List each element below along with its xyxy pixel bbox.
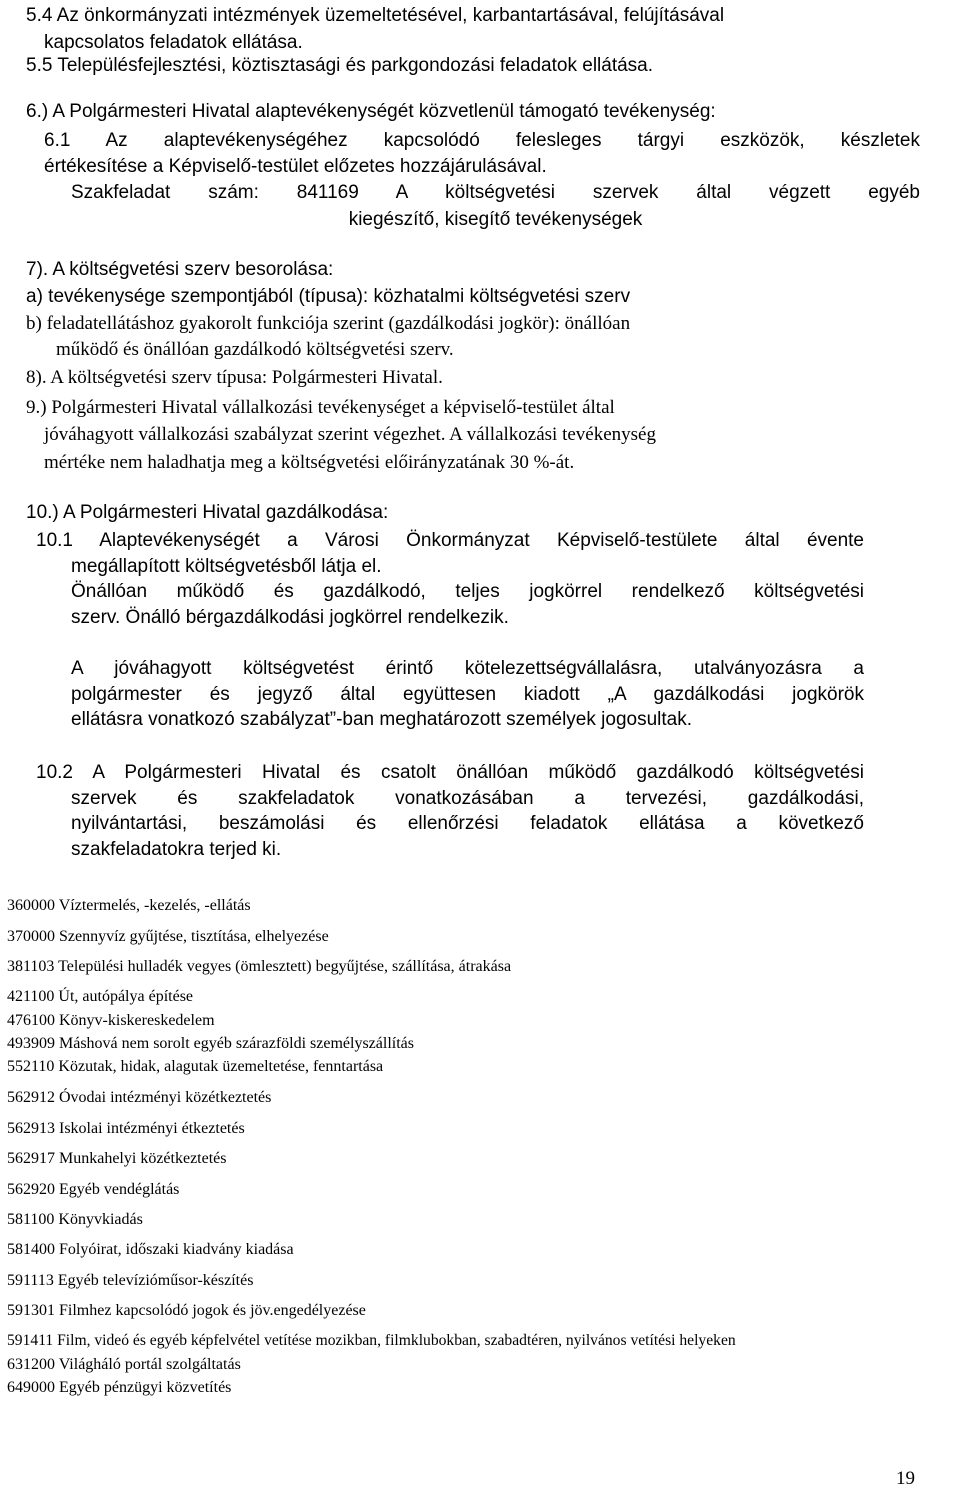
item-10-2-line4: szakfeladatokra terjed ki. [71, 839, 282, 860]
code-item: 631200 Világháló portál szolgáltatás [7, 1356, 241, 1373]
code-item: 421100 Út, autópálya építése [7, 988, 194, 1005]
code-item: 649000 Egyéb pénzügyi közvetítés [7, 1379, 232, 1396]
section-6-title: 6.) A Polgármesteri Hivatal alaptevékenységét közvetlenül támogató tevékenység: [26, 101, 716, 122]
section-9-line3: mértéke nem haladhatja meg a költségvetési előirányzatának 30 %-át. [44, 452, 575, 473]
page-number: 19 [896, 1468, 915, 1489]
code-item: 562913 Iskolai intézményi étkeztetés [7, 1120, 245, 1137]
item-10-1-line4: szerv. Önálló bérgazdálkodási jogkörrel rendelkezik. [71, 607, 509, 628]
item-5-4-line2: kapcsolatos feladatok ellátása. [44, 32, 303, 53]
code-item: 591411 Film, videó és egyéb képfelvétel vetítése mozikban, filmklubokban, szabadtéren, nyilvános vetítési helyeken [7, 1332, 736, 1349]
section-8: 8). A költségvetési szerv típusa: Polgármesteri Hivatal. [26, 367, 443, 388]
szakfeladat-line1: Szakfeladat szám: 841169 A költségvetési szervek által végzett egyéb [71, 182, 920, 203]
item-10-2-line2: szervek és szakfeladatok vonatkozásában a tervezési, gazdálkodási, [71, 788, 864, 809]
section-7-a: a) tevékenysége szempontjából (típusa): közhatalmi költségvetési szerv [26, 286, 631, 307]
code-item: 562912 Óvodai intézményi közétkeztetés [7, 1089, 272, 1106]
code-item: 562917 Munkahelyi közétkeztetés [7, 1150, 227, 1167]
section-7-title: 7). A költségvetési szerv besorolása: [26, 259, 334, 280]
szakfeladat-line2: kiegészítő, kisegítő tevékenységek [348, 209, 643, 230]
jovahagyott-line2: polgármester és jegyző által együttesen kiadott „A gazdálkodási jogkörök [71, 684, 864, 705]
item-10-1-line3: Önállóan működő és gazdálkodó, teljes jogkörrel rendelkező költségvetési [71, 581, 864, 602]
item-10-1-line1: 10.1 Alaptevékenységét a Városi Önkormányzat Képviselő-testülete által évente [36, 530, 864, 551]
item-10-1-line2: megállapított költségvetésből látja el. [71, 556, 382, 577]
item-6-1-line1: 6.1 Az alaptevékenységéhez kapcsolódó felesleges tárgyi eszközök, készletek [44, 130, 920, 151]
code-item: 581100 Könyvkiadás [7, 1211, 143, 1228]
section-9-line1: 9.) Polgármesteri Hivatal vállalkozási tevékenységet a képviselő-testület által [26, 397, 615, 418]
code-item: 476100 Könyv-kiskereskedelem [7, 1012, 215, 1029]
code-item: 370000 Szennyvíz gyűjtése, tisztítása, elhelyezése [7, 928, 329, 945]
code-item: 591113 Egyéb televízióműsor-készítés [7, 1272, 254, 1289]
jovahagyott-line1: A jóváhagyott költségvetést érintő kötelezettségvállalásra, utalványozásra a [71, 658, 864, 679]
code-item: 493909 Máshová nem sorolt egyéb szárazföldi személyszállítás [7, 1035, 414, 1052]
section-7-b-line2: működő és önállóan gazdálkodó költségvetési szerv. [56, 339, 454, 360]
item-5-4-line1: 5.4 Az önkormányzati intézmények üzemeltetésével, karbantartásával, felújításával [26, 5, 725, 26]
section-10-title: 10.) A Polgármesteri Hivatal gazdálkodása: [26, 502, 389, 523]
item-5-5: 5.5 Településfejlesztési, köztisztasági és parkgondozási feladatok ellátása. [26, 55, 654, 76]
code-item: 552110 Közutak, hidak, alagutak üzemeltetése, fenntartása [7, 1058, 384, 1075]
section-9-line2: jóváhagyott vállalkozási szabályzat szerint végezhet. A vállalkozási tevékenység [44, 424, 656, 445]
code-item: 381103 Települési hulladék vegyes (ömlesztett) begyűjtése, szállítása, átrakása [7, 958, 512, 975]
code-item: 591301 Filmhez kapcsolódó jogok és jöv.engedélyezése [7, 1302, 366, 1319]
item-10-2-line1: 10.2 A Polgármesteri Hivatal és csatolt önállóan működő gazdálkodó költségvetési [36, 762, 864, 783]
code-item: 581400 Folyóirat, időszaki kiadvány kiadása [7, 1241, 294, 1258]
code-item: 562920 Egyéb vendéglátás [7, 1181, 180, 1198]
jovahagyott-line3: ellátásra vonatkozó szabályzat”-ban meghatározott személyek jogosultak. [71, 709, 692, 730]
item-6-1-line2: értékesítése a Képviselő-testület előzetes hozzájárulásával. [44, 156, 547, 177]
item-10-2-line3: nyilvántartási, beszámolási és ellenőrzési feladatok ellátása a következő [71, 813, 864, 834]
section-7-b-line1: b) feladatellátáshoz gyakorolt funkciója szerint (gazdálkodási jogkör): önállóan [26, 313, 631, 334]
code-item: 360000 Víztermelés, -kezelés, -ellátás [7, 897, 251, 914]
